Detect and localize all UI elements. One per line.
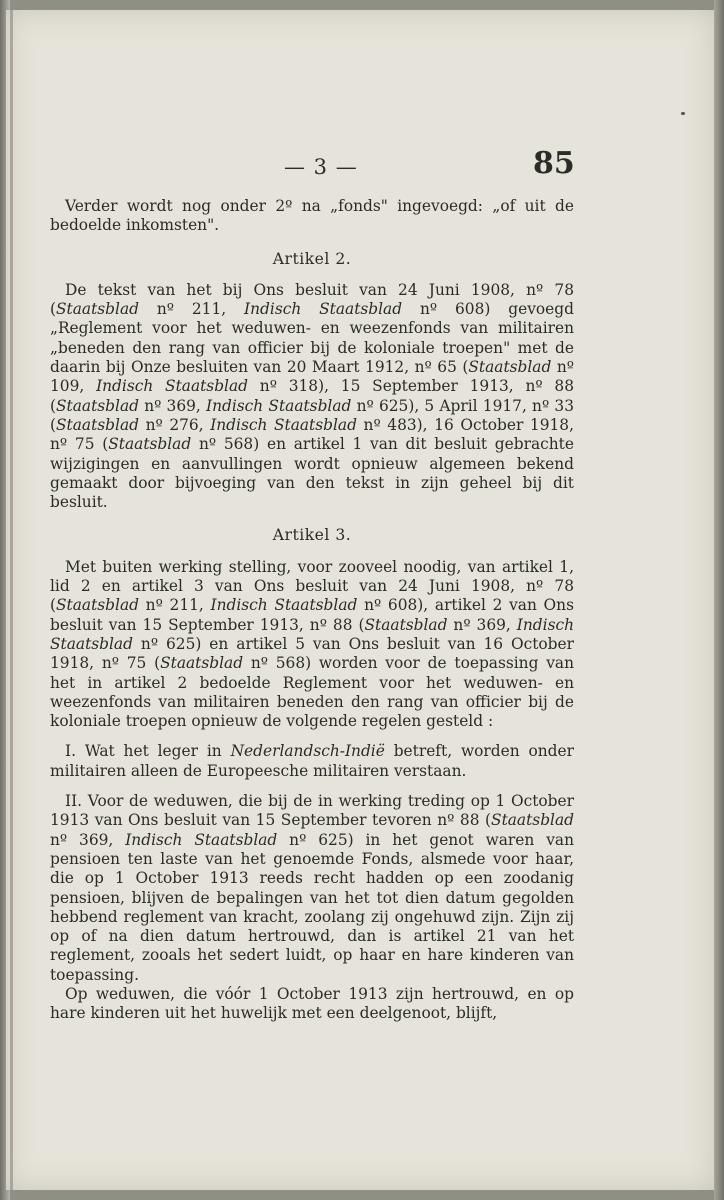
text-run: nº 369,: [138, 396, 207, 415]
text-run: nº 109,: [50, 358, 574, 396]
text-run-italic: Nederlandsch-Indië: [230, 742, 385, 761]
text-run: nº 211,: [138, 300, 245, 319]
text-run-italic: Indisch Staatsblad: [96, 377, 249, 396]
article-3-heading: Artikel 3.: [272, 526, 352, 545]
rule-1-paragraph: [50, 742, 574, 781]
outer-page-number: 85: [533, 146, 575, 181]
text-run: nº 625) in het genot waren van pensioen ten laste van het genoemde Fonds, alsmede voor haar, die op 1 October 1913 reeds recht hadden op een zoodanig pensioen, blijven de bepalingen van het tot dien datum gegolden hebbend reglement van kracht, zoolang zij ongehuwd zijn. Zijn zij op of na dien datum hertrouwd, dan is artikel 21 van het reglement, zooals het sedert luidt, op haar en hare kinderen van toepassing.: [50, 830, 574, 984]
text-run: nº 625), 5 April 1917, nº 33 (: [50, 396, 574, 434]
text-run: nº 568) en artikel 1 van dit besluit gebrachte wijzigingen en aanvullingen wordt opnieuw algemeen bekend gemaakt door bijvoeging van den tekst in zijn geheel bij dit besluit.: [50, 435, 574, 512]
text-run: nº 608) gevoegd „Reglement voor het weduwen- en weezenfonds van militairen „beneden den rang van officier bij de koloniale troepen" met de daarin bij Onze besluiten van 20 Maart 1912, nº 65 (: [50, 300, 574, 377]
text-run: nº 369,: [447, 615, 517, 634]
document-body: [50, 197, 574, 1024]
page-header: [0, 146, 724, 190]
text-run: nº 369,: [50, 830, 126, 849]
text-run: nº 608), artikel 2 van Ons besluit van 15 September 1913, nº 88 (: [50, 596, 574, 634]
text-run: nº 625) en artikel 5 van Ons besluit van 16 October 1918, nº 75 (: [50, 634, 574, 673]
text-run: I. Wat het leger in: [65, 742, 231, 761]
text-run: nº 568) worden voor de toepassing van het in artikel 2 bedoelde Reglement voor het weduwen- en weezenfonds van militairen beneden den rang van officier bij de koloniale troepen opnieuw de volgende regelen gesteld :: [50, 654, 574, 731]
text-run-italic: Staatsblad: [468, 358, 552, 377]
text-run-italic: Staatsblad: [56, 415, 139, 434]
text-run-italic: Staatsblad: [56, 596, 139, 615]
rule-2-paragraph: [50, 792, 574, 985]
text-run-italic: Indisch Staatsblad: [50, 615, 574, 653]
text-run: Op weduwen, die vóór 1 October 1913 zijn hertrouwd, en op hare kinderen uit het huwelijk met een deelgenoot, blijft,: [50, 984, 574, 1023]
text-run-italic: Staatsblad: [56, 300, 139, 319]
text-run-italic: Staatsblad: [108, 435, 192, 454]
text-run-italic: Staatsblad: [364, 615, 448, 634]
text-run-italic: Indisch Staatsblad: [210, 415, 357, 434]
text-run: nº 276,: [138, 415, 211, 434]
article-3-paragraph: [50, 558, 574, 732]
paper-speck: [681, 112, 685, 115]
inner-page-number: — 3 —: [284, 155, 358, 179]
text-run-italic: Indisch Staatsblad: [210, 596, 358, 615]
text-run-italic: Indisch Staatsblad: [125, 830, 278, 849]
text-run-italic: Indisch Staatsblad: [206, 396, 352, 415]
text-run-italic: Staatsblad: [491, 811, 574, 830]
text-run: II. Voor de weduwen, die bij de in werking treding op 1 October 1913 van Ons besluit van 15 September tevoren nº 88 (: [50, 792, 574, 830]
text-run-italic: Staatsblad: [56, 396, 139, 415]
text-run: nº 318), 15 September 1913, nº 88 (: [50, 377, 574, 415]
text-run: Met buiten werking stelling, voor zooveel noodig, van artikel 1, lid 2 en artikel 3 van Ons besluit van 24 Juni 1908, nº 78 (: [50, 557, 574, 615]
article-2-paragraph: [50, 281, 574, 513]
intro-paragraph: [50, 197, 574, 236]
text-run: nº 483), 16 October 1918, nº 75 (: [50, 415, 574, 454]
rule-2-continuation-paragraph: [50, 985, 574, 1024]
text-run: Verder wordt nog onder 2º na „fonds" ingevoegd: „of uit de bedoelde inkomsten".: [50, 197, 574, 235]
text-run: betreft, worden onder militairen alleen de Europeesche militairen verstaan.: [50, 742, 574, 780]
article-2-heading: Artikel 2.: [272, 249, 352, 268]
text-run-italic: Indisch Staatsblad: [244, 300, 403, 319]
text-run: nº 211,: [138, 596, 211, 615]
text-run: De tekst van het bij Ons besluit van 24 Juni 1908, nº 78 (: [50, 280, 574, 319]
text-run-italic: Staatsblad: [160, 654, 244, 673]
